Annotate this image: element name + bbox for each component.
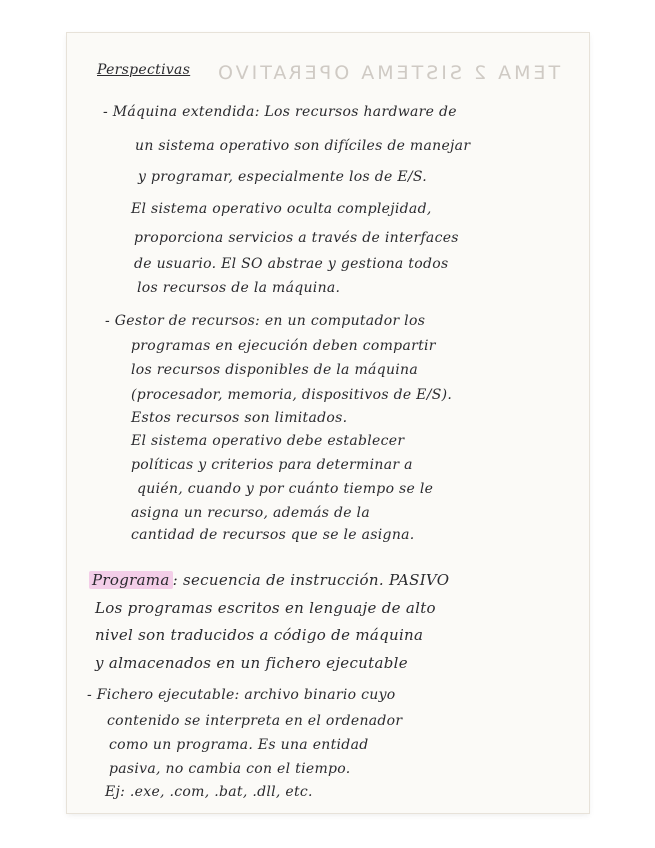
programa-definition [89,571,449,589]
note-line: contenido se interpreta en el ordenador [107,713,403,729]
note-line: quién, cuando y por cuánto tiempo se le [137,481,434,497]
heading-perspectivas: Perspectivas [97,62,191,78]
note-line: y programar, especialmente los de E/S. [138,169,428,185]
note-line: Estos recursos son limitados. [131,410,348,426]
reverse-bleed-text: TEMA 2 SISTEMA OPERATIVO [215,62,561,84]
note-line: asigna un recurso, además de la [131,505,370,521]
note-line: y almacenados en un fichero ejecutable [95,654,408,672]
note-line: nivel son traducidos a código de máquina [95,626,424,644]
note-line: pasiva, no cambia con el tiempo. [109,761,351,777]
note-line: cantidad de recursos que se le asigna. [131,527,415,543]
note-line: programas en ejecución deben compartir [131,338,436,354]
note-line: de usuario. El SO abstrae y gestiona todos [134,256,449,272]
programa-definition-text: : secuencia de instrucción. PASIVO [172,571,450,589]
note-line: los recursos de la máquina. [137,280,341,296]
note-line: - Gestor de recursos: en un computador los [105,313,426,329]
note-line: El sistema operativo debe establecer [131,433,405,449]
note-line: Ej: .exe, .com, .bat, .dll, etc. [105,784,313,800]
note-line: un sistema operativo son difíciles de manejar [135,138,471,154]
programa-highlight: Programa [89,571,173,589]
note-line: - Fichero ejecutable: archivo binario cuyo [87,687,396,703]
note-line: como un programa. Es una entidad [109,737,369,753]
note-line: - Máquina extendida: Los recursos hardware de [103,104,457,120]
note-line: Los programas escritos en lenguaje de alto [95,599,436,617]
note-line: los recursos disponibles de la máquina [131,362,418,378]
note-line: (procesador, memoria, dispositivos de E/S). [131,387,453,403]
note-line: El sistema operativo oculta complejidad, [131,201,432,217]
note-line: políticas y criterios para determinar a [131,457,413,473]
note-line: proporciona servicios a través de interfaces [134,230,459,246]
